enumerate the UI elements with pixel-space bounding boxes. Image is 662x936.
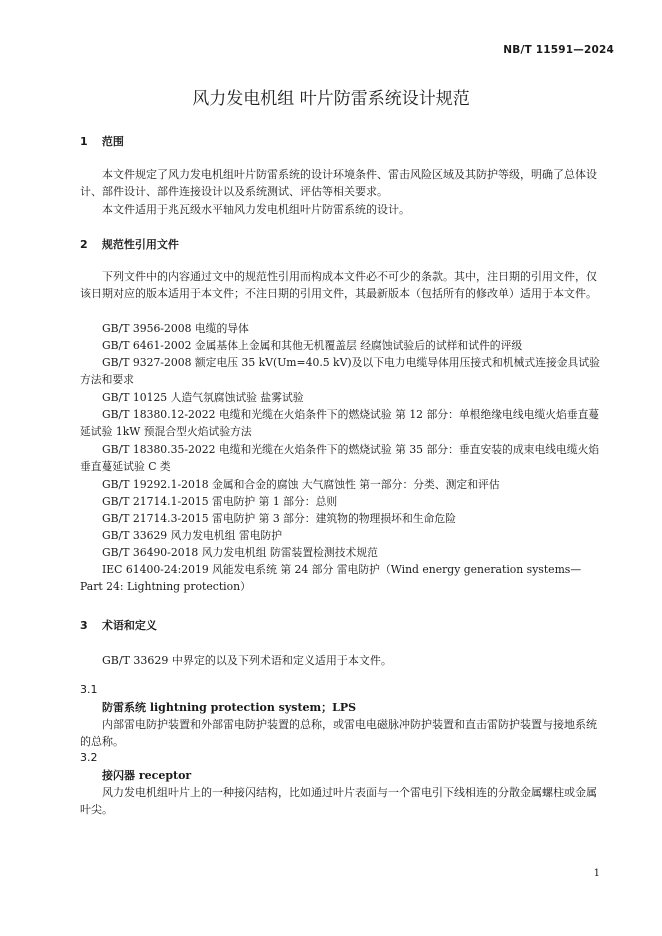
- reference-item: GB/T 21714.1-2015 雷电防护 第 1 部分：总则: [102, 495, 338, 508]
- reference-item: GB/T 33629 风力发电机组 雷电防护: [102, 529, 283, 542]
- document-title: 风力发电机组 叶片防雷系统设计规范: [192, 89, 470, 109]
- term-definition: 风力发电机组叶片上的一种接闪结构，比如通过叶片表面与一个雷电引下线相连的分散金属螺柱或金属叶尖。: [80, 786, 597, 816]
- term-heading: 接闪器 receptor: [102, 769, 192, 782]
- reference-item: GB/T 9327-2008 额定电压 35 kV(Um=40.5 kV)及以下电力电缆导体用压接式和机械式连接金具试验方法和要求: [80, 356, 600, 386]
- section-title: 范围: [101, 135, 124, 148]
- reference-item: GB/T 36490-2018 风力发电机组 防雷装置检测技术规范: [102, 546, 378, 559]
- reference-item: GB/T 19292.1-2018 金属和合金的腐蚀 大气腐蚀性 第一部分：分类、测定和评估: [102, 478, 500, 491]
- section-1-heading: [80, 133, 124, 149]
- section-title: 规范性引用文件: [101, 238, 179, 251]
- reference-item: GB/T 10125 人造气氛腐蚀试验 盐雾试验: [102, 391, 304, 404]
- reference-item: GB/T 21714.3-2015 雷电防护 第 3 部分：建筑物的物理损坏和生命危险: [102, 512, 456, 525]
- scope-paragraph-2: 本文件适用于兆瓦级水平轴风力发电机组叶片防雷系统的设计。: [102, 203, 410, 216]
- terms-intro: GB/T 33629 中界定的以及下列术语和定义适用于本文件。: [102, 654, 392, 667]
- standard-code: NB/T 11591—2024: [503, 44, 614, 56]
- page-number: 1: [593, 868, 600, 879]
- reference-item: GB/T 6461-2002 金属基体上金属和其他无机覆盖层 经腐蚀试验后的试样和试件的评级: [102, 339, 523, 352]
- clause-number: 3.1: [80, 683, 98, 696]
- section-title: 术语和定义: [101, 619, 157, 632]
- term-definition: 内部雷电防护装置和外部雷电防护装置的总称，或雷电电磁脉冲防护装置和直击雷防护装置与接地系统的总称。: [80, 718, 597, 748]
- section-number: 3: [80, 619, 88, 632]
- reference-item: GB/T 3956-2008 电缆的导体: [102, 322, 249, 335]
- section-number: 2: [80, 238, 88, 251]
- references-intro: 下列文件中的内容通过文中的规范性引用而构成本文件必不可少的条款。其中，注日期的引用文件，仅该日期对应的版本适用于本文件；不注日期的引用文件，其最新版本（包括所有的修改单）适用于本文件。: [80, 270, 597, 300]
- section-2-heading: [80, 236, 179, 252]
- reference-item: GB/T 18380.12-2022 电缆和光缆在火焰条件下的燃烧试验 第 12 部分：单根绝缘电线电缆火焰垂直蔓延试验 1kW 预混合型火焰试验方法: [80, 408, 600, 438]
- scope-paragraph-1: 本文件规定了风力发电机组叶片防雷系统的设计环境条件、雷击风险区域及其防护等级，明确了总体设计、部件设计、部件连接设计以及系统测试、评估等相关要求。: [80, 168, 597, 198]
- clause-number: 3.2: [80, 751, 98, 764]
- section-number: 1: [80, 135, 88, 148]
- term-heading: 防雷系统 lightning protection system；LPS: [102, 701, 357, 714]
- section-3-heading: [80, 617, 157, 633]
- reference-item: GB/T 18380.35-2022 电缆和光缆在火焰条件下的燃烧试验 第 35 部分：垂直安装的成束电线电缆火焰垂直蔓延试验 C 类: [80, 443, 600, 473]
- reference-item: IEC 61400-24:2019 风能发电系统 第 24 部分 雷电防护（Wind energy generation systems—Part 24: Lightning protection）: [80, 563, 582, 593]
